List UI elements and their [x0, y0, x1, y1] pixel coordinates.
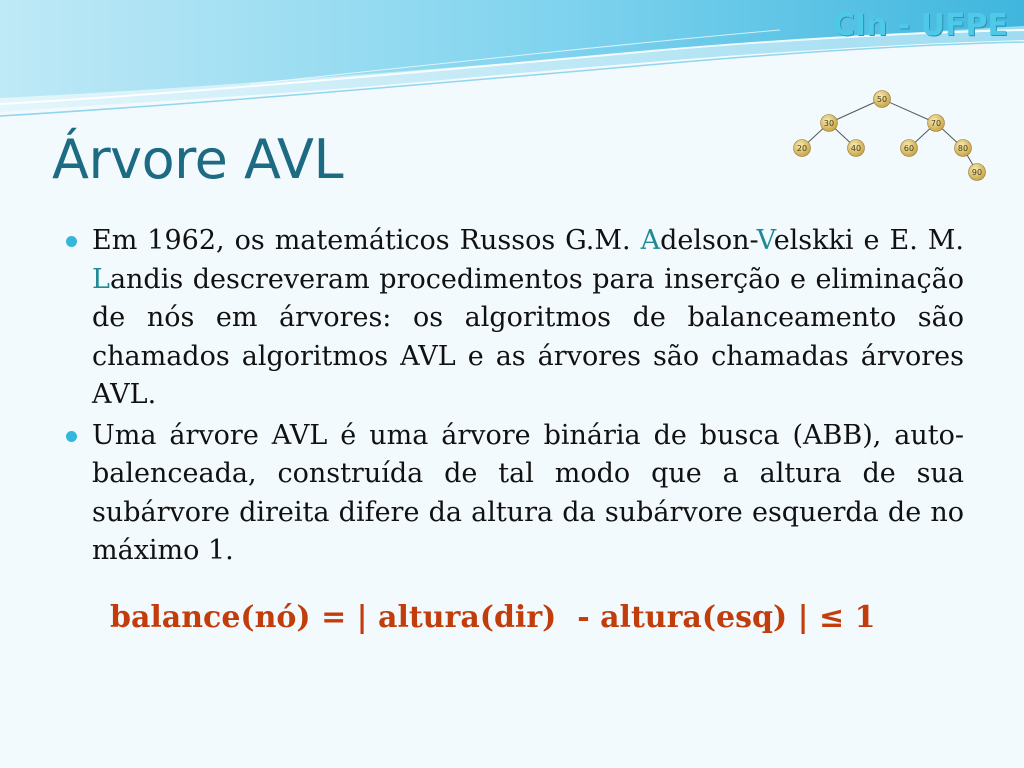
tree-node	[901, 140, 918, 157]
svg-text:90: 90	[971, 168, 983, 177]
tree-node	[848, 140, 865, 157]
bullet-dot-icon	[66, 236, 77, 247]
tree-node	[928, 115, 945, 132]
tree-node	[969, 164, 986, 181]
avl-tree-icon	[784, 86, 994, 186]
tree-node	[794, 140, 811, 157]
svg-text:30: 30	[823, 119, 835, 128]
tree-node	[955, 140, 972, 157]
tree-node	[821, 115, 838, 132]
svg-text:40: 40	[850, 144, 862, 153]
svg-text:20: 20	[796, 144, 808, 153]
slide-title: Árvore AVL	[52, 128, 344, 191]
bullet-item-history: Em 1962, os matemáticos Russos G.M. Adelson-Velskki e E. M. Landis descreveram procedimentos para inserção e eliminação de nós em árvores: os algoritmos de balanceamento são chamados algoritmos AVL e as árvores são chamadas árvores AVL.	[60, 222, 964, 415]
bullet-list	[60, 222, 964, 573]
svg-text:50: 50	[876, 95, 888, 104]
bullet-item-definition: Uma árvore AVL é uma árvore binária de busca (ABB), auto-balenceada, construída de tal modo que a altura de sua subárvore direita difere da altura da subárvore esquerda de no máximo 1.	[60, 417, 964, 571]
svg-text:70: 70	[930, 119, 942, 128]
svg-text:80: 80	[957, 144, 969, 153]
tree-node	[874, 91, 891, 108]
brand-logo-text: CIn - UFPE	[832, 8, 1008, 43]
svg-text:60: 60	[903, 144, 915, 153]
bullet-dot-icon	[66, 431, 77, 442]
balance-formula: balance(nó) = | altura(dir) - altura(esq) | ≤ 1	[110, 600, 876, 635]
